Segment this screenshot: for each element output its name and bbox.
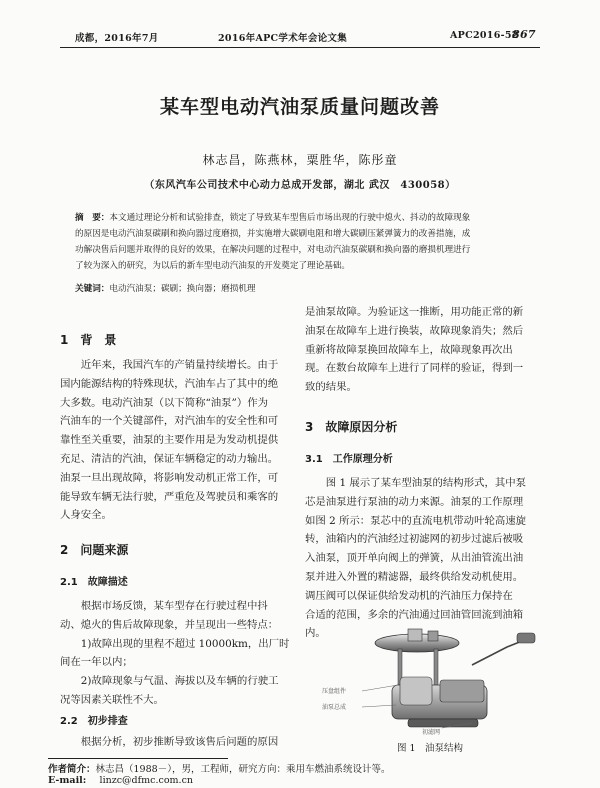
body-line: 泵并进入外置的精滤器，最终供给发动机使用。 <box>305 570 524 583</box>
header-paper-code: APC2016-52 <box>450 30 519 41</box>
body-line: 国内能源结构的特殊现状，汽油车占了其中的绝 <box>60 377 279 390</box>
section-2-2-body <box>60 733 292 752</box>
section-heading-1: 1 背 景 <box>60 333 117 347</box>
header-page-number: 867 <box>512 28 536 41</box>
abstract-line: 的原因是电动汽油泵碳刷和换向器过度磨损，并实施增大碳刷电阻和增大碳刷压紧弹簧力的改善措施，成 <box>75 229 471 239</box>
body-line: 根据分析，初步推断导致该售后问题的原因 <box>80 736 279 748</box>
body-line: 是油泵故障。为验证这一推断，用功能正常的新 <box>305 306 524 318</box>
paper-affiliation: （东风汽车公司技术中心动力总成开发部，湖北 武汉 430058） <box>144 180 456 191</box>
figure-label-left-1: 压盘组件 <box>322 688 347 695</box>
body-line: 况等因素关联性不大。 <box>60 693 164 706</box>
abstract-line: 了较为深入的研究，为以后的新车型电动汽油泵的开发奠定了理论基础。 <box>75 261 351 271</box>
body-line: 油泵在故障车上进行换装，故障现象消失；然后 <box>305 324 524 337</box>
body-line: 现。在数台故障车上进行了同样的验证，得到一 <box>305 362 524 375</box>
body-line: 1)故障出现的里程不超过 10000km，出厂时 <box>80 637 290 650</box>
keywords-text: 电动汽油泵；碳刷；换向器；磨损机理 <box>109 284 256 294</box>
footnote-author-label: 作者简介： <box>48 764 96 775</box>
fuel-pump-illustration <box>322 625 550 735</box>
body-line: 汽油车的一个关键部件，对汽油车的安全性和可 <box>60 415 279 428</box>
leader-line <box>362 705 396 707</box>
footnote-rule <box>48 758 228 759</box>
body-line: 根据市场反馈，某车型存在行驶过程中抖 <box>80 600 268 612</box>
header-proceedings-title: 2016年APC学术年会论文集 <box>218 33 348 44</box>
body-line: 转，油箱内的汽油经过初滤网的初步过滤后被吸 <box>305 533 524 546</box>
fuel-filter <box>440 680 484 702</box>
subsection-heading-2-2: 2.2 初步排查 <box>60 716 128 727</box>
outlet-connector <box>408 629 422 641</box>
section-1-body <box>60 356 292 525</box>
body-line: 内。 <box>305 627 326 640</box>
subsection-heading-2-1: 2.1 故障描述 <box>60 577 128 588</box>
body-line: 芯是油泵进行泵油的动力来源。油泵的工作原理 <box>305 495 524 508</box>
inlet-strainer <box>408 719 478 727</box>
abstract-label: 摘 要： <box>75 213 110 223</box>
paper-title: 某车型电动汽油泵质量问题改善 <box>159 96 440 118</box>
body-line: 如图 2 所示：泵芯中的直流电机带动叶轮高速旋 <box>305 514 527 527</box>
abstract <box>75 210 525 274</box>
keywords <box>75 282 525 294</box>
body-line: 间在一年以内； <box>60 656 133 669</box>
body-line: 大多数。电动汽油泵（以下简称“油泵”）作为 <box>60 396 269 409</box>
body-line: 入油泵，顶开单向阀上的弹簧，从出油管流出油 <box>305 552 524 565</box>
section-2-1-body <box>60 597 292 710</box>
section-heading-3: 3 故障原因分析 <box>305 420 398 434</box>
body-line: 油泵一旦出现故障，将影响发动机正常工作，可 <box>60 471 279 484</box>
body-line: 2)故障现象与气温、海拔以及车辆的行驶工 <box>80 675 279 688</box>
right-column-continuation <box>305 303 545 397</box>
body-line: 调压阀可以保证供给发动机的汽油压力保持在 <box>305 589 513 602</box>
abstract-line: 功解决售后问题并取得的良好的效果，在解决问题的过程中，对电动汽油泵碳刷和换向器的磨损机理进行 <box>75 245 471 255</box>
body-line: 能导致车辆无法行驶，严重危及驾驶员和乘客的 <box>60 490 279 503</box>
body-line: 靠性至关重要，油泵的主要作用是为发动机提供 <box>60 434 279 447</box>
section-3-1-body <box>305 474 545 643</box>
subsection-heading-3-1: 3.1 工作原理分析 <box>305 454 393 465</box>
body-line: 图 1 展示了某车型油泵的结构形式，其中泵 <box>325 477 527 489</box>
header-rule <box>60 47 540 48</box>
figure-label-bottom: 初滤网 <box>422 729 441 735</box>
body-line: 重新将故障泵换回故障车上，故障现象再次出 <box>305 343 513 356</box>
body-line: 近年来，我国汽车的产销量持续增长。由于 <box>80 359 279 371</box>
keywords-label: 关键词： <box>75 284 110 294</box>
body-line: 人身安全。 <box>60 509 112 522</box>
footnote-author <box>48 761 390 775</box>
abstract-line: 摘 要：本文通过理论分析和试验排查，锁定了导致某车型售后市场出现的行驶中熄火、抖动的故障现象 <box>75 213 471 223</box>
figure-label-left-2: 油泵总成 <box>322 704 347 711</box>
pump-core <box>400 677 432 705</box>
body-line: 合适的范围，多余的汽油通过回油管回流到油箱 <box>305 608 524 621</box>
footnote-email-label: E-mail: <box>48 775 87 786</box>
footnote-email-address: linzc@dfmc.com.cn <box>99 775 194 786</box>
body-line: 充足、清洁的汽油，保证车辆稳定的动力输出。 <box>60 452 279 465</box>
body-line: 动、熄火的售后故障现象，并呈现出一些特点： <box>60 618 279 631</box>
paper-authors: 林志昌，陈燕林，粟胜华，陈彤童 <box>202 153 398 167</box>
footnote-author-text: 林志昌（1988－），男，工程师，研究方向：乘用车燃油系统设计等。 <box>95 764 391 775</box>
body-line: 致的结果。 <box>305 381 357 394</box>
electrical-connector <box>428 631 438 641</box>
section-heading-2: 2 问题来源 <box>60 543 129 557</box>
footnote-email <box>48 775 193 786</box>
header-date-location: 成都，2016年7月 <box>75 33 159 44</box>
figure-1-caption: 图 1 油泵结构 <box>396 743 464 754</box>
level-float <box>517 633 535 643</box>
figure-1-fuel-pump-structure <box>322 625 550 735</box>
